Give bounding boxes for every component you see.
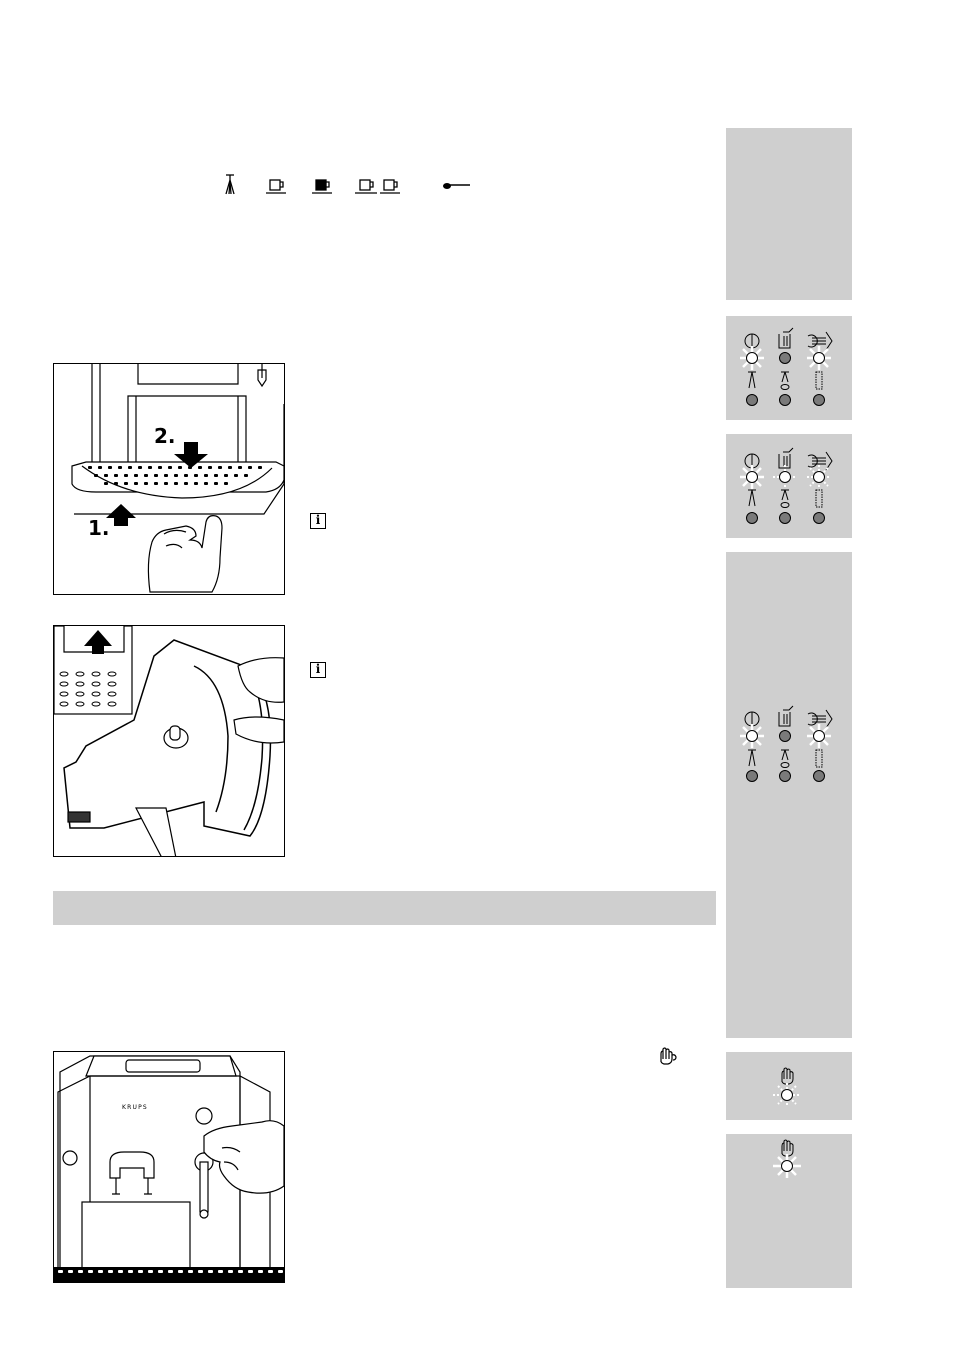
figure-coffee-machine — [53, 1051, 285, 1283]
step-2-label: 2. — [154, 424, 176, 448]
power-panel-2 — [726, 1134, 852, 1288]
info-icon — [310, 662, 326, 678]
power-hand-icon — [782, 1068, 793, 1084]
indicator-panel-1 — [726, 316, 852, 420]
section-header-bar — [53, 891, 716, 925]
indicator-panel-3 — [726, 552, 852, 1038]
info-icon — [310, 513, 326, 529]
figure-water-tank — [53, 625, 285, 857]
power-hand-icon — [782, 1140, 793, 1156]
indicator-panel-2 — [726, 434, 852, 538]
strong-cup-icon — [312, 180, 332, 193]
single-cup-icon — [266, 180, 286, 193]
steam-nozzle-icon — [226, 175, 234, 194]
sidebar-panel-top — [726, 128, 852, 300]
step-1-label: 1. — [88, 516, 110, 540]
power-hand-icon — [656, 1046, 680, 1070]
power-panel-1 — [726, 1052, 852, 1120]
symbols-row — [218, 172, 478, 198]
lamp-row-1 — [740, 346, 831, 370]
brand-logo-text: KRUPS — [122, 1104, 148, 1111]
double-cup-icon — [355, 180, 400, 193]
measuring-spoon-icon — [443, 183, 470, 189]
figure-drip-tray — [53, 363, 285, 595]
lamp-row-2 — [747, 395, 825, 406]
